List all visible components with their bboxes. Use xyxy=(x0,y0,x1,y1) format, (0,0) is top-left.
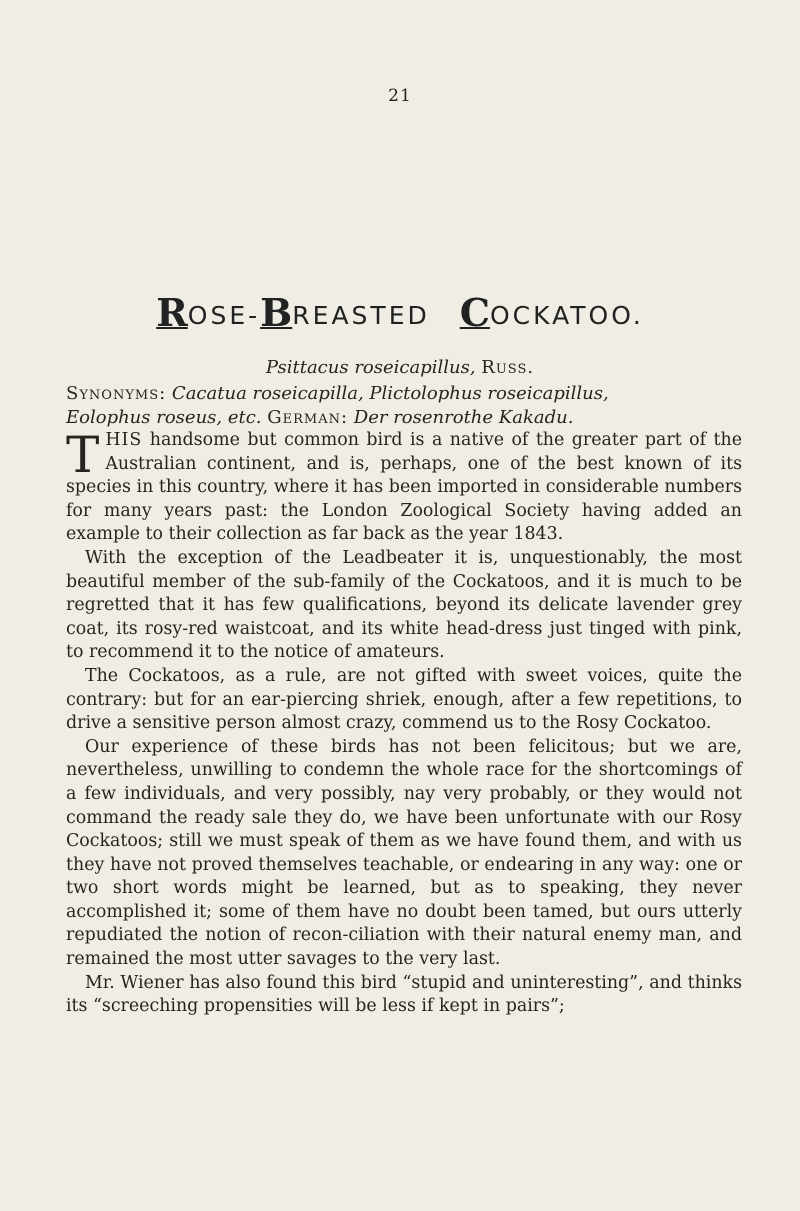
synonyms-block xyxy=(66,382,742,430)
scientific-name xyxy=(0,357,800,378)
page-title xyxy=(0,290,800,335)
synonym-names-line1: Cacatua roseicapilla, Plictolophus roseicapillus, xyxy=(171,383,609,404)
drop-cap: T xyxy=(66,426,100,484)
german-name: Der rosenrothe Kakadu. xyxy=(353,407,574,428)
title-word-text: OCKATOO. xyxy=(490,301,644,330)
title-word-rose xyxy=(156,290,430,335)
page-number: 21 xyxy=(388,86,412,106)
paragraph: Our experience of these birds has not been felicitous; but we are, nevertheless, unwilling to condemn the whole race for the shortcomings of a few individuals, and very possibly, nay very probably, or they would not command the ready sale they do, we have been unfortunate with our Rosy Cockatoos; still we must speak of them as we have found them, and with us they have not proved themselves teachable, or endearing in any way: one or two short words might be learned, but as to speaking, they never accomplished it; some of them have no doubt been tamed, but ours utterly repudiated the notion of recon-ciliation with their natural enemy man, and remained the most utter savages to the very last. xyxy=(66,736,742,970)
title-word-text: OSE- xyxy=(187,301,261,330)
paragraph: The Cockatoos, as a rule, are not gifted with sweet voices, quite the contrary: but for an ear-piercing shriek, enough, after a few repetitions, to drive a sensitive person almost crazy, commend us to the Rosy Cockatoo. xyxy=(66,665,742,734)
paragraph-text: handsome but common bird is a native of the greater part of the Australian continent, and is, perhaps, one of the best known of its species in this country, where it has been imported in considerable numbers for many years past: the London Zoological Society having added an example to their collection as far back as the year 1843. xyxy=(66,430,743,545)
latin-name: Psittacus roseicapillus, xyxy=(265,357,476,378)
title-word-text: REASTED xyxy=(292,301,430,330)
synonym-names-line2: Eolophus roseus, etc. xyxy=(66,407,262,428)
title-initial: C xyxy=(459,290,490,335)
lead-in: HIS xyxy=(105,430,143,450)
paragraph: With the exception of the Leadbeater it is, unquestionably, the most beautiful member of the sub-family of the Cockatoos, and it is much to be regretted that it has few qualifications, beyond its delicate lavender grey coat, its rosy-red waistcoat, and its white head-dress just tinged with pink, to recommend it to the notice of amateurs. xyxy=(66,547,742,663)
article-body xyxy=(66,426,743,1019)
title-initial: B xyxy=(260,290,293,335)
german-label: German: xyxy=(267,407,349,428)
synonyms-label: Synonyms: xyxy=(66,383,167,404)
paragraph xyxy=(66,426,743,547)
author-name: Russ. xyxy=(481,357,535,378)
title-initial: R xyxy=(156,290,188,335)
paragraph: Mr. Wiener has also found this bird “stupid and uninteresting”, and thinks its “screeching propensities will be less if kept in pairs”; xyxy=(66,972,742,1017)
title-word-cockatoo xyxy=(459,290,644,335)
